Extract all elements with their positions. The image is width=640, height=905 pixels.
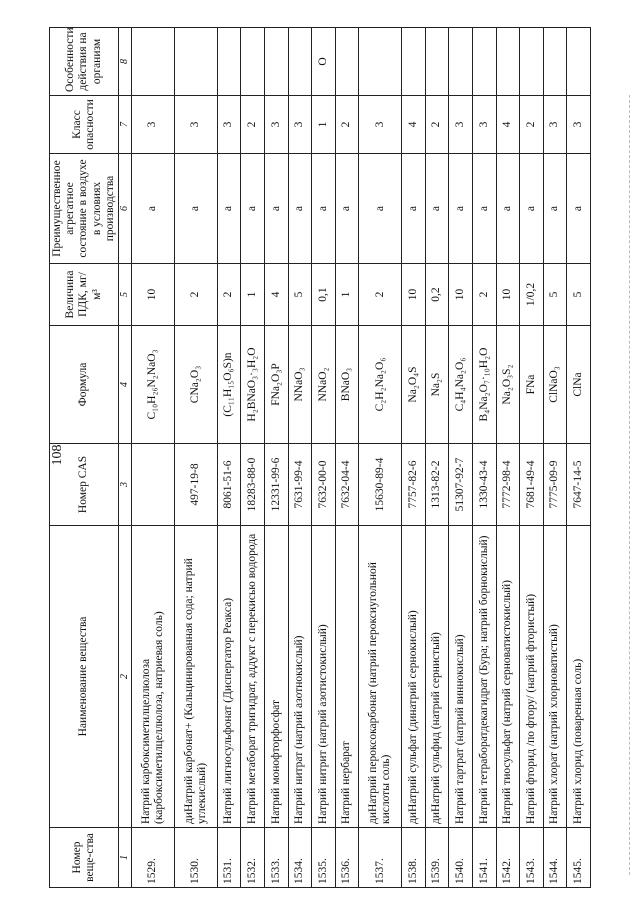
substance-name: Натрий тартрат (натрий виннокислый) <box>449 526 473 828</box>
header-pdk: Величина ПДК, мг/м³ <box>50 264 119 326</box>
header-state: Преимущественное агрегатное состояние в воздухе в условиях производства <box>50 154 119 264</box>
substance-name: Натрий метаборат тригидрат, аддукт с перекисью водорода <box>241 526 265 828</box>
substance-name: Натрий фторид /по фтору/ (натрий фтористый) <box>520 526 544 828</box>
cas-number: 497-19-8 <box>174 444 217 526</box>
hazard-class: 2 <box>425 96 449 154</box>
row-number: 1529. <box>132 828 175 888</box>
aggregate-state: а <box>496 154 520 264</box>
chemical-formula: Na₂S <box>425 326 449 444</box>
table-row <box>241 28 265 888</box>
hazard-class: 3 <box>174 96 217 154</box>
cas-number: 7631-99-4 <box>288 444 312 526</box>
pdk-value: 10 <box>449 264 473 326</box>
header-number: Номер веще-ства <box>50 828 119 888</box>
aggregate-state: а <box>335 154 359 264</box>
chemical-formula: H₂BNaO₃·₃H₂O <box>241 326 265 444</box>
row-number: 1539. <box>425 828 449 888</box>
pdk-value: 0,2 <box>425 264 449 326</box>
pdk-value: 2 <box>359 264 402 326</box>
pdk-value: 2 <box>217 264 241 326</box>
table-row <box>402 28 426 888</box>
cas-number: 7647-14-5 <box>567 444 591 526</box>
action-features <box>359 28 402 96</box>
chemical-formula: C₁₀H₂₆N₂NaO₃ <box>132 326 175 444</box>
table-row <box>567 28 591 888</box>
row-number: 1543. <box>520 828 544 888</box>
pdk-value: 10 <box>402 264 426 326</box>
chemical-formula: (C₁₁H₁₅O₆S)n <box>217 326 241 444</box>
pdk-value: 1 <box>241 264 265 326</box>
hazard-class: 3 <box>359 96 402 154</box>
table-row <box>132 28 175 888</box>
row-number: 1530. <box>174 828 217 888</box>
pdk-value: 2 <box>472 264 496 326</box>
rotated-table-container <box>49 28 591 888</box>
chemical-formula: C₂H₂Na₂O₆ <box>359 326 402 444</box>
hazard-class: 3 <box>449 96 473 154</box>
pdk-value: 5 <box>543 264 567 326</box>
cas-number: 18283-88-0 <box>241 444 265 526</box>
header-name: Наименование вещества <box>50 526 119 828</box>
pdk-value: 0,1 <box>312 264 336 326</box>
substance-name: Натрий карбоксиметилцеллюлоза (карбоксиметилцеллюлоза, натриевая соль) <box>132 526 175 828</box>
header-row <box>50 28 119 888</box>
header-features: Особенности действия на организм <box>50 28 119 96</box>
action-features <box>543 28 567 96</box>
table-row <box>449 28 473 888</box>
hazard-class: 3 <box>264 96 288 154</box>
action-features <box>496 28 520 96</box>
action-features <box>425 28 449 96</box>
pdk-value: 5 <box>567 264 591 326</box>
substance-name: Натрий хлорат (натрий хлорноватистый) <box>543 526 567 828</box>
row-number: 1536. <box>335 828 359 888</box>
table-row <box>312 28 336 888</box>
table-row <box>217 28 241 888</box>
table-row <box>359 28 402 888</box>
aggregate-state: а <box>425 154 449 264</box>
cas-number: 7681-49-4 <box>520 444 544 526</box>
action-features <box>567 28 591 96</box>
pdk-value: 1/0,2 <box>520 264 544 326</box>
cas-number: 15630-89-4 <box>359 444 402 526</box>
hazard-class: 3 <box>543 96 567 154</box>
substance-name: Натрий хлорид (поваренная соль) <box>567 526 591 828</box>
table-row <box>288 28 312 888</box>
table-row <box>543 28 567 888</box>
cas-number: 1330-43-4 <box>472 444 496 526</box>
table-row <box>425 28 449 888</box>
chemical-formula: ClNaO₃ <box>543 326 567 444</box>
substance-name: Натрий лигносульфонат (Диспергатор Реакса) <box>217 526 241 828</box>
substance-name: Натрий монофторфосфат <box>264 526 288 828</box>
cas-number: 7772-98-4 <box>496 444 520 526</box>
aggregate-state: а <box>312 154 336 264</box>
chemical-formula: B₄Na₂O₇·₁₀H₂O <box>472 326 496 444</box>
hazard-class: 3 <box>288 96 312 154</box>
action-features <box>402 28 426 96</box>
aggregate-state: а <box>264 154 288 264</box>
pdk-value: 10 <box>496 264 520 326</box>
column-number: 4 <box>119 326 132 444</box>
substance-name: диНатрий сульфат (динатрий сернокислый) <box>402 526 426 828</box>
substance-name: Натрий нербарат <box>335 526 359 828</box>
aggregate-state: а <box>174 154 217 264</box>
header-formula: Формула <box>50 326 119 444</box>
chemical-formula: CNa₂O₃ <box>174 326 217 444</box>
row-number: 1544. <box>543 828 567 888</box>
chemical-formula: BNaO₃ <box>335 326 359 444</box>
hazard-class: 4 <box>496 96 520 154</box>
row-number: 1533. <box>264 828 288 888</box>
action-features: О <box>312 28 336 96</box>
pdk-value: 2 <box>174 264 217 326</box>
action-features <box>132 28 175 96</box>
aggregate-state: а <box>472 154 496 264</box>
hazard-class: 2 <box>335 96 359 154</box>
pdk-value: 4 <box>264 264 288 326</box>
table-row <box>264 28 288 888</box>
row-number: 1535. <box>312 828 336 888</box>
aggregate-state: а <box>359 154 402 264</box>
table-row <box>472 28 496 888</box>
substance-name: диНатрий сульфид (натрий сернистый) <box>425 526 449 828</box>
row-number: 1534. <box>288 828 312 888</box>
hazard-class: 2 <box>520 96 544 154</box>
hazard-class: 2 <box>241 96 265 154</box>
column-number: 6 <box>119 154 132 264</box>
action-features <box>472 28 496 96</box>
margin-marks <box>628 95 630 875</box>
substance-name: диНатрий карбонат+ (Кальцинированная сода; натрий углекислый) <box>174 526 217 828</box>
column-number: 2 <box>119 526 132 828</box>
cas-number: 7757-82-6 <box>402 444 426 526</box>
substance-name: Натрий тиосульфат (натрий серноватистокислый) <box>496 526 520 828</box>
hazard-class: 3 <box>132 96 175 154</box>
cas-number: 1313-82-2 <box>425 444 449 526</box>
row-number: 1540. <box>449 828 473 888</box>
aggregate-state: а <box>241 154 265 264</box>
hazard-class: 3 <box>217 96 241 154</box>
pdk-value: 10 <box>132 264 175 326</box>
table-row <box>335 28 359 888</box>
cas-number: 7632-04-4 <box>335 444 359 526</box>
chemical-formula: NNaO₂ <box>312 326 336 444</box>
substance-name: диНатрий пероксокарбонат (натрий пероксиугольной кислоты соль) <box>359 526 402 828</box>
cas-number: 12331-99-6 <box>264 444 288 526</box>
hazard-class: 4 <box>402 96 426 154</box>
row-number: 1532. <box>241 828 265 888</box>
row-number: 1541. <box>472 828 496 888</box>
substance-name: Натрий нитрит (натрий азотистокислый) <box>312 526 336 828</box>
column-number: 7 <box>119 96 132 154</box>
substances-table <box>49 27 591 888</box>
action-features <box>335 28 359 96</box>
chemical-formula: Na₂O₃S₂ <box>496 326 520 444</box>
column-number: 1 <box>119 828 132 888</box>
chemical-formula: FNa <box>520 326 544 444</box>
aggregate-state: а <box>520 154 544 264</box>
hazard-class: 3 <box>567 96 591 154</box>
action-features <box>449 28 473 96</box>
row-number: 1531. <box>217 828 241 888</box>
table-row <box>520 28 544 888</box>
aggregate-state: а <box>402 154 426 264</box>
hazard-class: 3 <box>472 96 496 154</box>
row-number: 1545. <box>567 828 591 888</box>
pdk-value: 5 <box>288 264 312 326</box>
row-number: 1537. <box>359 828 402 888</box>
chemical-formula: ClNa <box>567 326 591 444</box>
aggregate-state: а <box>567 154 591 264</box>
hazard-class: 1 <box>312 96 336 154</box>
aggregate-state: а <box>288 154 312 264</box>
substance-name: Натрий нитрат (натрий азотнокислый) <box>288 526 312 828</box>
chemical-formula: C₄H₄Na₂O₆ <box>449 326 473 444</box>
header-class: Класс опасности <box>50 96 119 154</box>
pdk-value: 1 <box>335 264 359 326</box>
action-features <box>520 28 544 96</box>
column-number-row <box>119 28 132 888</box>
row-number: 1542. <box>496 828 520 888</box>
action-features <box>217 28 241 96</box>
cas-number: 7632-00-0 <box>312 444 336 526</box>
column-number: 5 <box>119 264 132 326</box>
action-features <box>288 28 312 96</box>
chemical-formula: FNa₂O₃P <box>264 326 288 444</box>
cas-number: 7775-09-9 <box>543 444 567 526</box>
aggregate-state: а <box>217 154 241 264</box>
aggregate-state: а <box>449 154 473 264</box>
action-features <box>264 28 288 96</box>
aggregate-state: а <box>132 154 175 264</box>
aggregate-state: а <box>543 154 567 264</box>
table-row <box>496 28 520 888</box>
table-row <box>174 28 217 888</box>
substance-name: Натрий тетраборатдекагидрат (Бура; натрий борнокислый) <box>472 526 496 828</box>
chemical-formula: Na₂O₄S <box>402 326 426 444</box>
chemical-formula: NNaO₃ <box>288 326 312 444</box>
page-number: 108 <box>50 444 65 466</box>
action-features <box>241 28 265 96</box>
table-body <box>132 28 591 888</box>
column-number: 3 <box>119 444 132 526</box>
cas-number: 8061-51-6 <box>217 444 241 526</box>
action-features <box>174 28 217 96</box>
cas-number: 51307-92-7 <box>449 444 473 526</box>
cas-number <box>132 444 175 526</box>
column-number: 8 <box>119 28 132 96</box>
header-cas: Номер CAS <box>50 444 119 526</box>
row-number: 1538. <box>402 828 426 888</box>
